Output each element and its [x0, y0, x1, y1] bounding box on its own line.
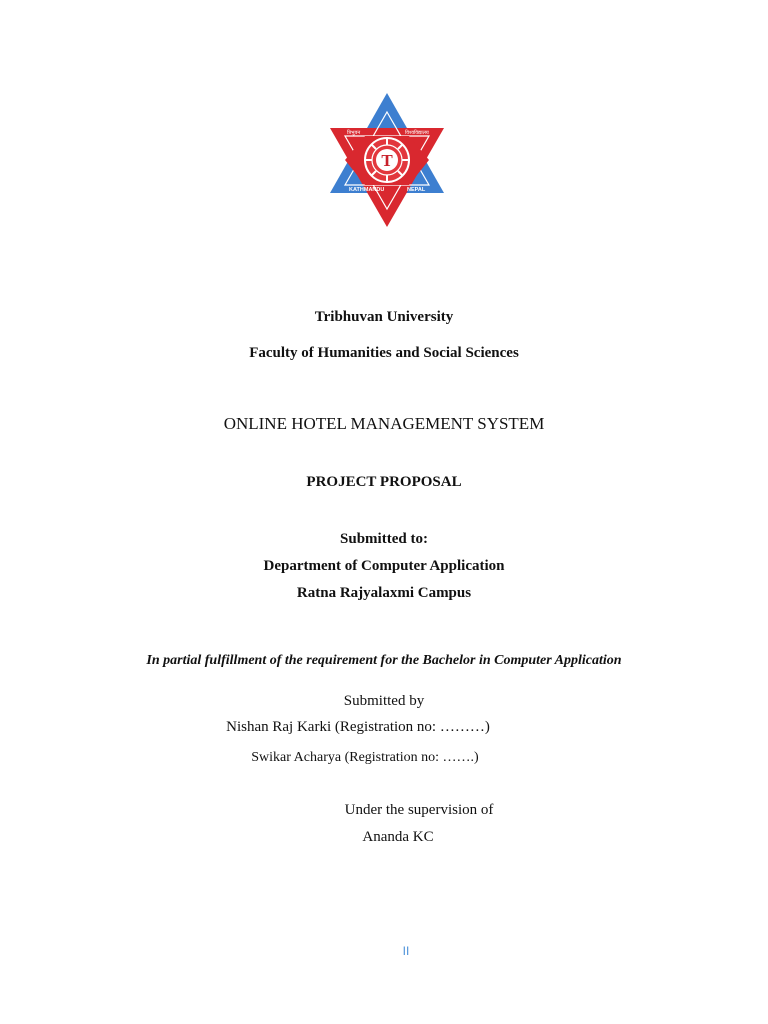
- supervisor-name: Ananda KC: [362, 829, 434, 845]
- project-title: ONLINE HOTEL MANAGEMENT SYSTEM: [223, 414, 545, 433]
- faculty-name: Faculty of Humanities and Social Sciences: [249, 345, 519, 361]
- logo-text-top-left: त्रिभुवन: [347, 130, 361, 136]
- logo-text-bottom-right: NEPAL: [407, 187, 426, 193]
- student-name: Nishan Raj Karki (Registration no: ………): [226, 719, 490, 735]
- university-logo-icon: [327, 90, 447, 230]
- submitted-to-label: Submitted to:: [340, 531, 428, 547]
- submitted-by-label: Submitted by: [343, 693, 425, 709]
- supervision-label: Under the supervision of: [344, 802, 494, 818]
- page-number: II: [402, 944, 410, 958]
- university-name: Tribhuvan University: [314, 309, 454, 325]
- logo-text-bottom-left: KATHMANDU: [349, 187, 385, 193]
- project-subtitle: PROJECT PROPOSAL: [306, 474, 462, 490]
- department-name: Department of Computer Application: [263, 558, 505, 574]
- logo-text-top-right: विश्वविद्यालय: [405, 130, 429, 136]
- student-name: Swikar Acharya (Registration no: …….): [251, 750, 479, 765]
- fulfillment-statement: In partial fulfillment of the requirement for the Bachelor in Computer Application: [146, 653, 622, 668]
- logo-center-letter: T: [381, 151, 393, 170]
- campus-name: Ratna Rajyalaxmi Campus: [296, 585, 472, 601]
